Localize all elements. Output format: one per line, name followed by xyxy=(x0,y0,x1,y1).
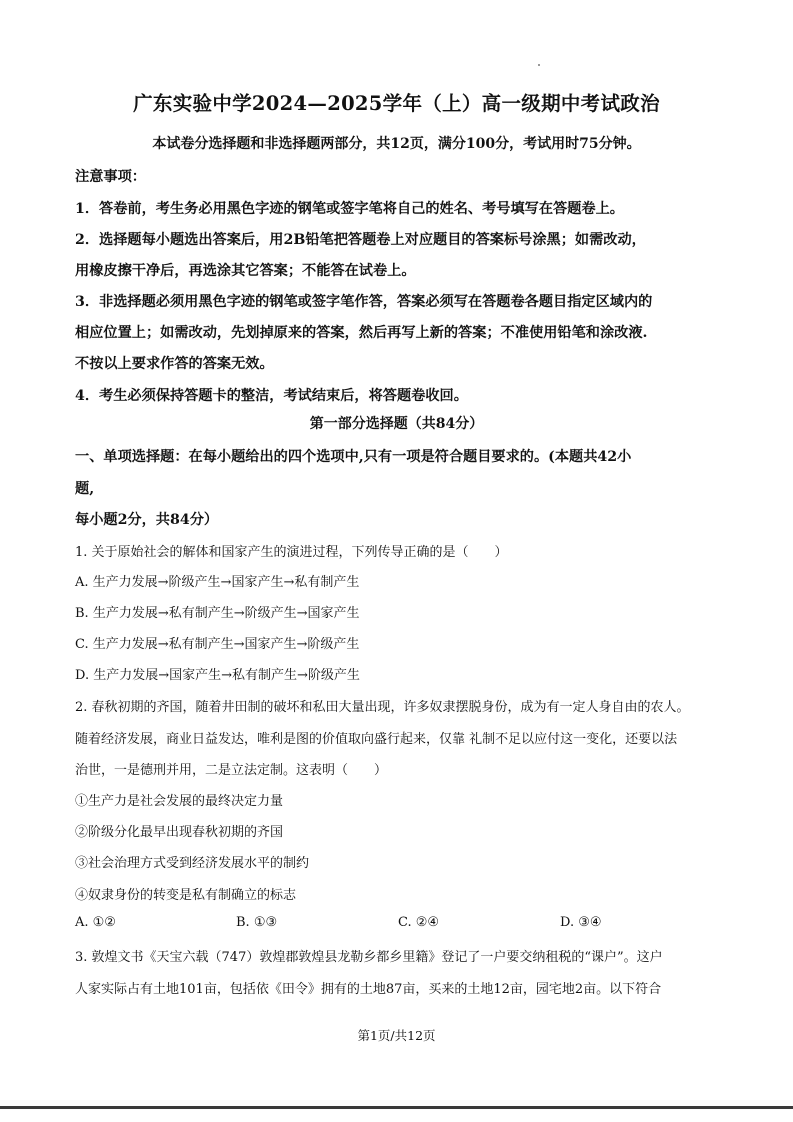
notice-line: 3．非选择题必须用黑色字迹的钢笔或签字笔作答，答案必须写在答题卷各题目指定区域内的 xyxy=(75,294,653,310)
notice-line: 2．选择题每小题选出答案后，用2B铅笔把答题卷上对应题目的答案标号涂黑；如需改动， xyxy=(75,232,646,248)
exam-intro: 本试卷分选择题和非选择题两部分，共12页，满分100分，考试用时75分钟。 xyxy=(152,136,641,152)
part-instructions: 一、单项选择题：在每小题给出的四个选项中,只有一项是符合题目要求的。(本题共42小 xyxy=(75,449,632,465)
question-2-choice-d: D. ③④ xyxy=(560,915,602,930)
notice-line: 1．答卷前，考生务必用黑色字迹的钢笔或签字笔将自己的姓名、考号填写在答题卷上。 xyxy=(75,201,624,217)
question-2-statement: ③社会治理方式受到经济发展水平的制约 xyxy=(75,856,310,871)
question-2-statement: ④奴隶身份的转变是私有制确立的标志 xyxy=(75,888,297,903)
question-2-choice-a: A. ①② xyxy=(75,915,116,930)
notice-line: 4．考生必须保持答题卡的整洁，考试结束后，将答题卷收回。 xyxy=(75,388,468,404)
question-1-option-b: B. 生产力发展→私有制产生→阶级产生→国家产生 xyxy=(75,606,360,621)
question-2-statement: ①生产力是社会发展的最终决定力量 xyxy=(75,794,284,809)
page-footer: 第1页/共12页 xyxy=(357,1028,436,1043)
question-2-choice-c: C. ②④ xyxy=(398,915,440,930)
question-2-stem: 随着经济发展，商业日益发达，唯利是图的价值取向盛行起来，仅靠 礼制不足以应付这一变化，还要以法 xyxy=(75,732,678,747)
section-title: 第一部分选择题（共84分） xyxy=(309,416,484,432)
notice-line: 用橡皮擦干净后，再选涂其它答案；不能答在试卷上。 xyxy=(75,263,416,279)
question-1-stem: 1. 关于原始社会的解体和国家产生的演进过程，下列传导正确的是（ ） xyxy=(75,545,508,560)
notice-line: 不按以上要求作答的答案无效。 xyxy=(75,356,274,372)
question-2-stem: 2. 春秋初期的齐国，随着井田制的破坏和私田大量出现，许多奴隶摆脱身份，成为有一定人身自由的农人。 xyxy=(75,700,690,715)
question-3-stem: 人家实际占有土地101亩，包括依《田令》拥有的土地87亩，买来的土地12亩，园宅地2亩。以下符合 xyxy=(75,982,662,997)
question-2-stem: 治世，一是德刑并用，二是立法定制。这表明（ ） xyxy=(75,763,388,778)
exam-title: 广东实验中学2024—2025学年（上）高一级期中考试政治 xyxy=(133,92,660,115)
question-2-statement: ②阶级分化最早出现春秋初期的齐国 xyxy=(75,825,284,840)
notice-heading: 注意事项： xyxy=(75,169,146,185)
question-1-option-c: C. 生产力发展→私有制产生→国家产生→阶级产生 xyxy=(75,637,360,652)
scan-speck xyxy=(538,64,540,66)
question-1-option-d: D. 生产力发展→国家产生→私有制产生→阶级产生 xyxy=(75,668,360,683)
question-1-option-a: A. 生产力发展→阶级产生→国家产生→私有制产生 xyxy=(75,575,360,590)
notice-line: 相应位置上；如需改动，先划掉原来的答案，然后再写上新的答案；不准使用铅笔和涂改液. xyxy=(75,325,648,341)
scan-bottom-edge xyxy=(0,1106,793,1109)
question-2-choice-b: B. ①③ xyxy=(236,915,278,930)
question-3-stem: 3. 敦煌文书《天宝六载（747）敦煌郡敦煌县龙勒乡都乡里籍》登记了一户要交纳租税的“课户”。这户 xyxy=(75,950,663,965)
part-instructions: 题, xyxy=(75,481,95,497)
part-instructions: 每小题2分，共84分） xyxy=(75,512,219,528)
